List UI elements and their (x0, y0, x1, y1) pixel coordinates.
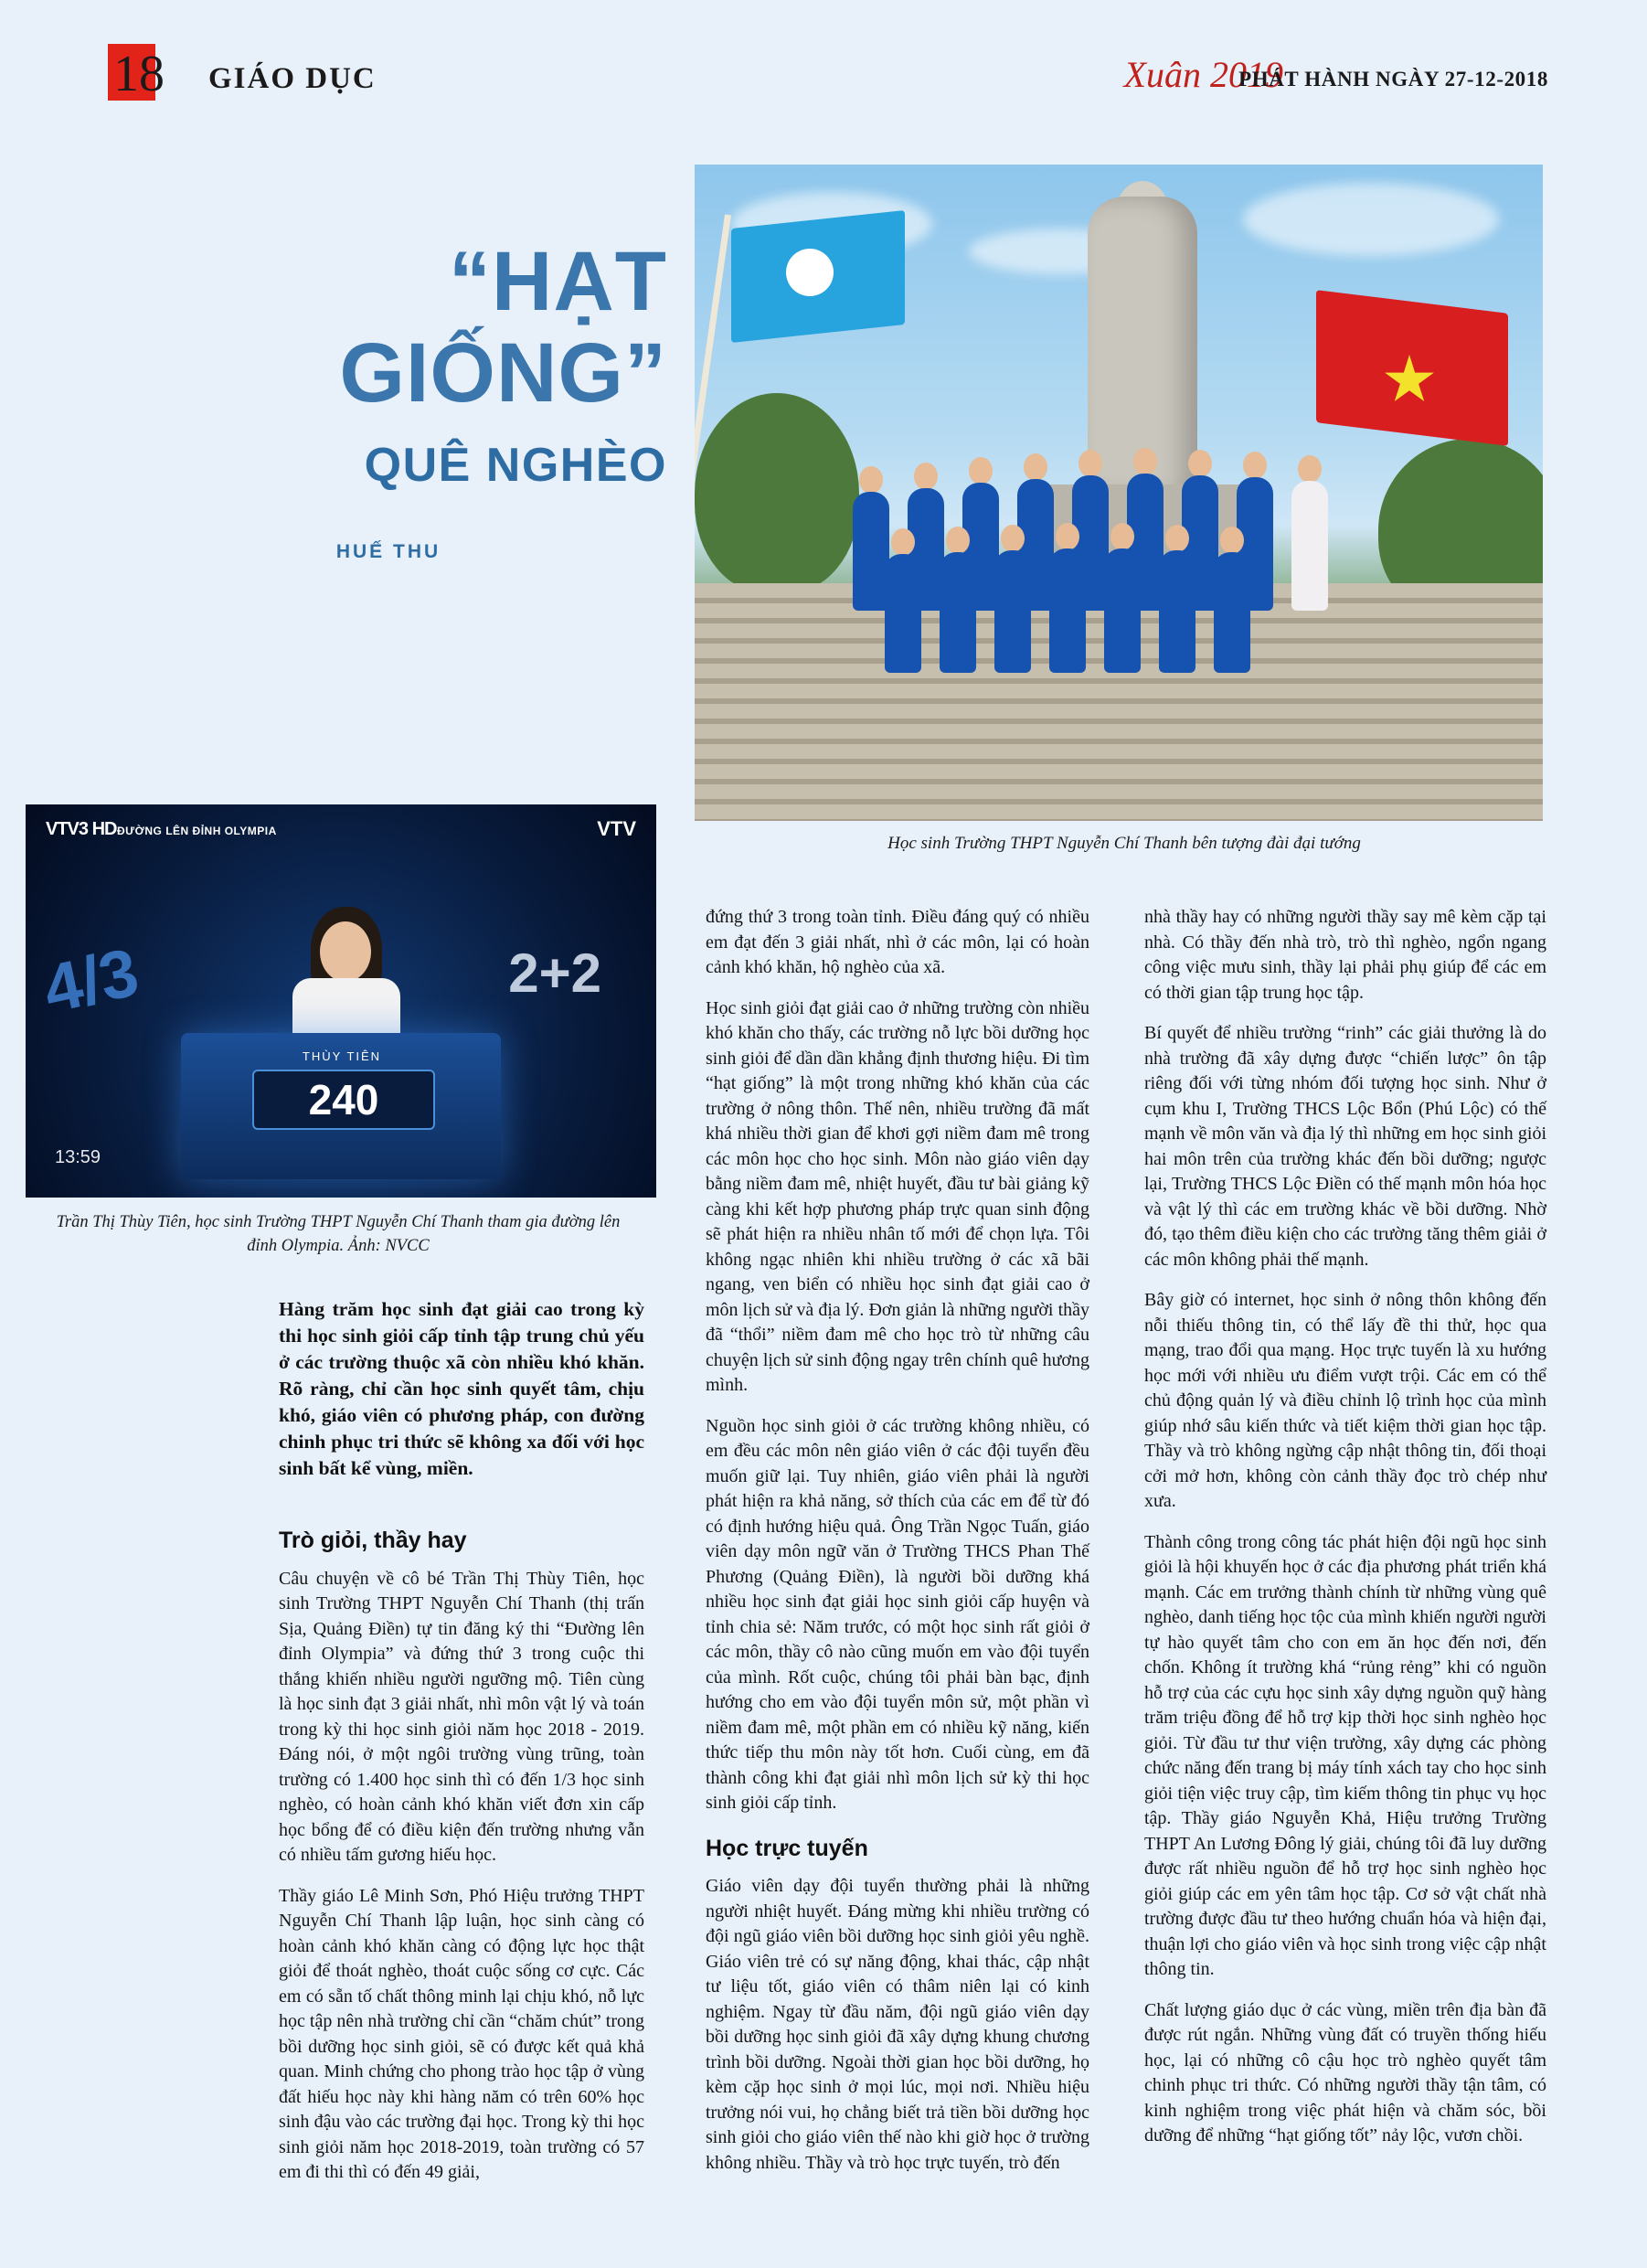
main-photo (695, 165, 1543, 821)
headline-subtitle: QUÊ NGHÈO (364, 439, 667, 492)
article-column-2 (706, 905, 1089, 2191)
paragraph: Bây giờ có internet, học sinh ở nông thôn không đến nỗi thiếu thông tin, có thể lấy đề thi thử, học qua mạng, trao đổi qua mạng. Học trực tuyến là xu hướng học mới với nhiều ưu điểm vượt trội. Các em có thể chủ động quản lý và điều chỉnh lộ trình học của mình giúp nhớ sâu kiến thức và tiết kiệm thời gian học tập. Thầy và trò không ngừng cập nhật thông tin, đối thoại cởi mở hơn, không còn cảnh thầy đọc trò chép như xưa. (1144, 1290, 1546, 1511)
student-head (1243, 452, 1267, 479)
publish-date: PHÁT HÀNH NGÀY 27-12-2018 (1238, 68, 1548, 91)
student-figure (1159, 550, 1195, 673)
article-column-1 (279, 1508, 644, 2201)
contestant-score: 240 (252, 1070, 435, 1130)
paragraph: Bí quyết để nhiều trường “rinh” các giải thưởng là do nhà trường đã xây dựng được “chiến lược” ôn tập riêng đối với từng nhóm đối tượng học sinh. Như ở cụm khu I, Trường THCS Lộc Bổn (Phú Lộc) có thế mạnh về môn văn và địa lý thì những em học sinh giỏi hai môn trên của trường khác đến bồi dưỡng; ngược lại, Trường THCS Lộc Điền có thế mạnh môn hóa học và vật lý thì các em trường khác về bồi dưỡng. Nhờ đó, tạo thêm điều kiện cho các trường tăng thêm giải ở các môn không phải thế mạnh. (1144, 1023, 1546, 1270)
paragraph: Học sinh giỏi đạt giải cao ở những trường còn nhiều khó khăn cho thấy, các trường nỗ lực bồi dưỡng học sinh giỏi để dần dần khẳng định thương hiệu. Đi tìm “hạt giống” là một trong những khó khăn của các trường ở nông thôn. Thế nên, nhiều trường đã mất khá nhiều thời gian để khơi gợi niềm đam mê trong các môn học cho học sinh. Môn nào giáo viên dạy bằng niềm đam mê, nhiệt huyết, đầu tư bài giảng kỹ càng khi kết hợp phương pháp trực quan sinh động sẽ phát hiện ra nhiều nhân tố mới để chọn lựa. Tôi không ngạc nhiên khi nhiều trường ở các xã bãi ngang, ven biển có nhiều học sinh đạt giải cao ở môn lịch sử và địa lý. Đơn giản là những người thầy đã “thổi” niềm đam mê cho học trò từ những câu chuyện lịch sử sinh động ngay trên chính quê hương mình. (706, 997, 1089, 1395)
vtv-logo: VTV (597, 817, 636, 840)
student-figure (1214, 552, 1250, 673)
student-head (1220, 527, 1244, 554)
page-number: 18 (113, 46, 165, 102)
student-head (1079, 450, 1102, 477)
student-head (1188, 450, 1212, 477)
student-head (859, 466, 883, 494)
student-head (1298, 455, 1322, 483)
tv-screenshot-photo (26, 804, 656, 1198)
student-figure (885, 554, 921, 673)
paragraph: Thầy giáo Lê Minh Sơn, Phó Hiệu trưởng THPT Nguyễn Chí Thanh lập luận, học sinh càng có hoàn cảnh khó khăn càng có động lực học thật giỏi để thoát nghèo, thoát cuộc sống cơ cực. Các em có sẵn tố chất thông minh lại chịu khó, nỗ lực học tập nên nhà trường chỉ cần “chăm chút” trong bồi dưỡng học sinh giỏi, sẽ có được kết quả khả quan. Minh chứng cho phong trào học tập ở vùng đất hiếu học này khi hàng năm có trên 60% học sinh đậu vào các trường đại học. Trong kỳ thi học sinh giỏi năm học 2018-2019, toàn trường có 57 em đi thi thì có đến 49 giải, (279, 1885, 644, 2182)
student-head (1056, 523, 1079, 550)
issue-name: Xuân 2019 (1123, 54, 1283, 95)
headline-line-1: “HẠT (448, 235, 667, 328)
timer-display: 13:59 (55, 1147, 101, 1167)
student-figure (853, 492, 889, 611)
article-column-3 (1144, 905, 1546, 2165)
vtv3-logo: VTV3 HD (46, 819, 117, 839)
tree-shape (695, 393, 859, 594)
student-head (1165, 525, 1189, 552)
student-figure (1291, 481, 1328, 611)
paragraph: nhà thầy hay có những người thầy say mê kèm cặp tại nhà. Có thầy đến nhà trò, trò thì nghèo, ngổn ngang công việc mưu sinh, thầy lại phải phụ giúp để các em có thời gian tập trung học tập. (1144, 907, 1546, 1003)
contestant-head (320, 921, 371, 982)
student-head (891, 528, 915, 556)
student-figure (940, 552, 976, 673)
paragraph: đứng thứ 3 trong toàn tỉnh. Điều đáng quý có nhiều em đạt đến 3 giải nhất, nhì ở các môn, lại có hoàn cảnh khó khăn, hộ nghèo của xã. (706, 907, 1089, 977)
student-figure (994, 550, 1031, 673)
student-figure (1104, 548, 1141, 673)
student-head (1001, 525, 1025, 552)
paragraph: Nguồn học sinh giỏi ở các trường không nhiều, có em đều các môn nên giáo viên ở các đội tuyển đều muốn giữ lại. Tuy nhiên, giáo viên phải là người phát hiện ra khả năng, sở thích của các em để từ đó có định hướng hiệu quả. Ông Trần Ngọc Tuấn, giáo viên dạy môn ngữ văn ở Trường THCS Phan Thế Phương (Quảng Điền), là người bồi dưỡng khá nhiều học sinh đạt giải học sinh giỏi cấp huyện và tỉnh chia sẻ: Năm trước, có một học sinh rất giỏi ở các môn, thầy cô nào cũng muốn em vào đội tuyển của mình. Rốt cuộc, chúng tôi phải bàn bạc, định hướng cho em vào đội tuyển môn sử, một phần vì niềm đam mê, một phần em có nhiều kỹ năng, kiến thức tiếp thu môn này tốt hơn. Cuối cùng, em đã thành công khi đạt giải nhì môn lịch sử kỳ thi học sinh giỏi cấp tỉnh. (706, 1415, 1089, 1813)
math-token: 2+2 (508, 942, 601, 1004)
headline-block (228, 235, 667, 563)
student-head (1110, 523, 1134, 550)
section-title: GIÁO DỤC (208, 62, 377, 95)
contestant-name: THÙY TIÊN (302, 1049, 382, 1063)
paragraph: Chất lượng giáo dục ở các vùng, miền trên địa bàn đã được rút ngắn. Những vùng đất có truyền thống hiếu học, lại có những cô cậu học trò nghèo quyết tâm chinh phục tri thức. Có những người thầy tận tâm, có kinh nghiệm trong việc phát hiện và chăm sóc, bồi dưỡng để những “hạt giống tốt” nảy lộc, vươn chồi. (1144, 1999, 1546, 2146)
student-head (969, 457, 993, 484)
student-head (1133, 448, 1157, 475)
author-byline: HUẾ THU (335, 541, 441, 562)
masthead (0, 37, 1647, 119)
subheading-tro-gioi-thay-hay: Trò giỏi, thầy hay (279, 1528, 467, 1553)
student-head (946, 527, 970, 554)
subheading-hoc-truc-tuyen: Học trực tuyến (706, 1835, 868, 1861)
student-figure (1049, 548, 1086, 673)
paragraph: Giáo viên dạy đội tuyển thường phải là những người nhiệt huyết. Đáng mừng khi nhiều trường có đội ngũ giáo viên bồi dưỡng học sinh giỏi yêu nghề. Giáo viên trẻ có sự năng động, khai thác, cập nhật tư liệu tốt, giáo viên có thâm niên lại có kinh nghiệm. Ngay từ đầu năm, đội ngũ giáo viên dạy bồi dưỡng học sinh giỏi đã xây dựng khung chương trình bồi dưỡng. Ngoài thời gian học bồi dưỡng, họ kèm cặp học sinh ở mọi lúc, mọi nơi. Nhiều hiệu trưởng nói vui, họ chẳng biết trả tiền bồi dưỡng học sinh giỏi cho giáo viên thế nào khi giờ học ở trường không nhiều. Thầy và trò học trực tuyến, trò đến (706, 1876, 1089, 2173)
cloud-shape (1243, 183, 1499, 256)
paragraph: Thành công trong công tác phát hiện đội ngũ học sinh giỏi là hội khuyến học ở các địa phương phát triển khá mạnh. Các em trưởng thành chính từ những vùng quê nghèo, danh tiếng học tộc của mình khiến người người tự hào quyết tâm cho con em ăn học đến nơi, đến chốn. Không ít trường khá “rủng rẻng” khi có nguồn hỗ trợ của các cựu học sinh xây dựng nguồn quỹ hàng trăm triệu đồng để hỗ trợ kịp thời học sinh nghèo học giỏi. Từ đầu tư thư viện trường, xây dựng các phòng chức năng đến trang bị máy tính xách tay cho học sinh giỏi tiện việc truy cập, tìm kiếm thông tin phục vụ học tập. Thầy giáo Nguyễn Khả, Hiệu trưởng Trường THPT An Lương Đông lý giải, chúng tôi đã luy dưỡng được rất nhiều nguồn để hỗ trợ học sinh nghèo học giỏi giúp các em yên tâm học tập. Cơ sở vật chất nhà trường được đầu tư theo hướng chuẩn hóa và hiện đại, thuận lợi cho giáo viên và học sinh trong việc cập nhật thông tin. (1144, 1531, 1546, 1979)
student-head (914, 463, 938, 490)
main-photo-caption: Học sinh Trường THPT Nguyễn Chí Thanh bên tượng đài đại tướng (887, 834, 1361, 853)
flag-emblem-icon (786, 249, 834, 296)
headline-line-2: GIỐNG” (339, 326, 667, 420)
paragraph: Câu chuyện về cô bé Trần Thị Thùy Tiên, học sinh Trường THPT Nguyễn Chí Thanh (thị trấn Sịa, Quảng Điền) tự tin đăng ký thi “Đường lên đỉnh Olympia” và đứng thứ 3 trong cuộc thi thắng khiến nhiều người ngưỡng mộ. Tiên cùng là học sinh đạt 3 giải nhất, nhì môn vật lý và toán trong kỳ thi học sinh giỏi năm học 2018 - 2019. Đáng nói, ở một ngôi trường vùng trũng, toàn trường có 1.400 học sinh thì có đến 1/3 học sinh nghèo, có hoàn cảnh khó khăn viết đơn xin cấp học bổng để có điều kiện đến trường nhưng vẫn có nhiều tấm gương hiếu học. (279, 1568, 644, 1865)
program-title: ĐƯỜNG LÊN ĐỈNH OLYMPIA (117, 825, 277, 837)
math-token: 4/3 (37, 933, 145, 1028)
student-head (1024, 453, 1047, 481)
tv-photo-caption: Trần Thị Thùy Tiên, học sinh Trường THPT Nguyễn Chí Thanh tham gia đường lên đỉnh Olympia. Ảnh: NVCC (56, 1213, 621, 1255)
article-lede: Hàng trăm học sinh đạt giải cao trong kỳ thi học sinh giỏi cấp tỉnh tập trung chủ yếu ở các trường thuộc xã còn nhiều khó khăn. Rõ ràng, chỉ cần học sinh quyết tâm, chịu khó, giáo viên có phương pháp, con đường chinh phục tri thức sẽ không xa đối với học sinh bất kể vùng, miền. (279, 1298, 644, 1479)
